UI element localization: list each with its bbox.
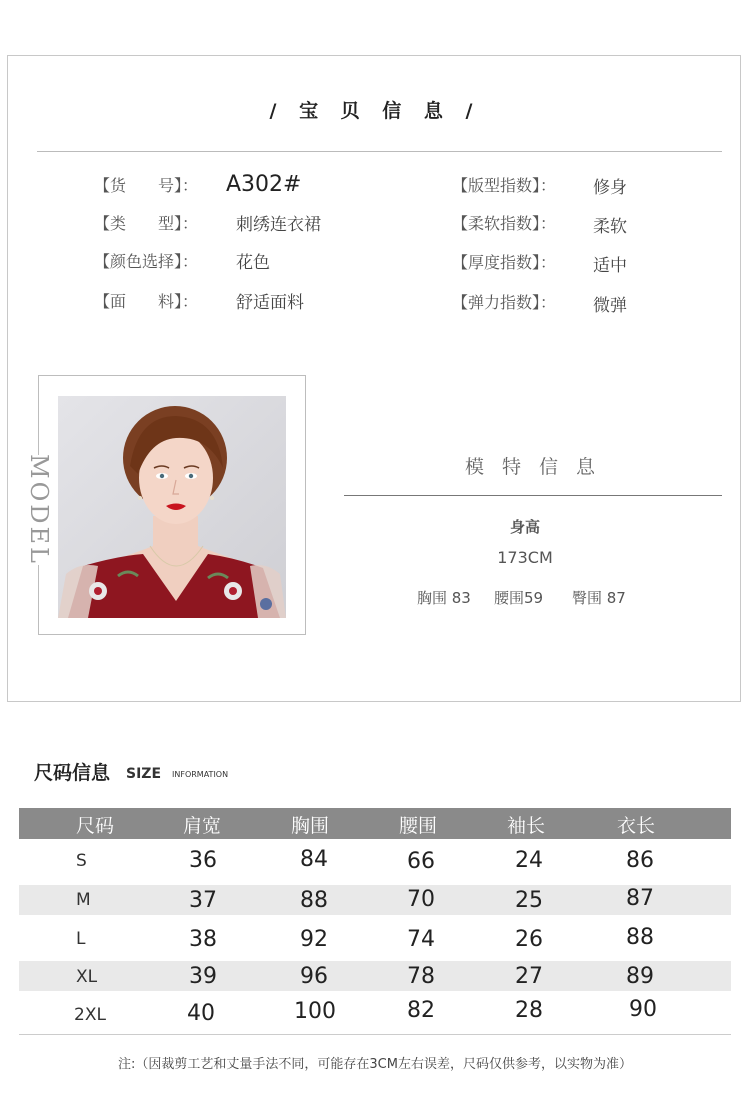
label-softness-index: 【柔软指数】：	[452, 214, 557, 233]
col-header-length: 衣长	[617, 815, 656, 837]
model-photo	[58, 396, 286, 618]
table-cell: 39	[189, 964, 217, 989]
table-cell: 27	[515, 964, 543, 989]
col-header-waist: 腰围	[399, 815, 438, 837]
table-cell: 90	[629, 997, 657, 1022]
table-cell: 96	[300, 964, 328, 989]
table-cell-size: XL	[76, 967, 98, 987]
table-cell: 40	[187, 1001, 215, 1026]
table-cell-size: 2XL	[74, 1005, 106, 1025]
value-fit-index: 修身	[593, 178, 627, 198]
model-hip: 臀围 87	[572, 589, 626, 607]
value-elasticity-index: 微弹	[593, 296, 627, 316]
table-cell: 36	[189, 848, 217, 873]
model-waist: 腰围59	[494, 589, 544, 607]
value-color: 花色	[236, 253, 270, 273]
table-cell: 87	[626, 886, 654, 911]
label-item-no: 【货 号】：	[94, 176, 199, 195]
table-cell-size: S	[76, 851, 87, 871]
value-softness-index: 柔软	[593, 217, 627, 237]
table-cell: 26	[515, 927, 543, 952]
col-header-sleeve: 袖长	[507, 815, 546, 837]
table-cell: 70	[407, 887, 435, 912]
table-cell: 89	[626, 964, 654, 989]
table-cell-size: M	[76, 890, 91, 910]
size-note: 注:（因裁剪工艺和丈量手法不同，可能存在3CM左右误差，尺码仅供参考，以实物为准）	[118, 1057, 632, 1072]
size-section-title: 尺码信息	[34, 762, 111, 784]
table-row-stripe	[19, 961, 731, 991]
size-section-title-en: SIZE	[126, 766, 162, 782]
table-cell: 100	[294, 999, 336, 1024]
label-fit-index: 【版型指数】：	[452, 176, 557, 195]
table-cell: 86	[626, 848, 654, 873]
size-section-subtitle-en: INFORMATION	[172, 770, 229, 779]
table-cell: 82	[407, 998, 435, 1023]
table-cell: 38	[189, 927, 217, 952]
table-cell: 88	[300, 888, 328, 913]
table-cell: 28	[515, 998, 543, 1023]
table-cell: 25	[515, 888, 543, 913]
col-header-shoulder: 肩宽	[183, 815, 222, 837]
panel-title: / 宝 贝 信 息 /	[269, 100, 481, 122]
value-type: 刺绣连衣裙	[236, 215, 321, 235]
model-side-text: MODEL	[25, 454, 53, 566]
table-cell: 92	[300, 927, 328, 952]
model-height-label: 身高	[509, 518, 540, 536]
model-info-divider	[344, 495, 722, 496]
col-header-bust: 胸围	[291, 815, 330, 837]
title-divider	[37, 151, 722, 152]
model-info-title: 模 特 信 息	[464, 456, 602, 478]
table-cell: 88	[626, 925, 654, 950]
label-thickness-index: 【厚度指数】：	[452, 253, 557, 272]
value-fabric: 舒适面料	[236, 293, 304, 313]
table-cell: 37	[189, 888, 217, 913]
model-bust: 胸围 83	[417, 589, 471, 607]
table-cell: 66	[407, 849, 435, 874]
table-cell-size: L	[76, 929, 86, 949]
model-side-label	[24, 455, 54, 565]
model-portrait-illustration	[58, 396, 286, 618]
label-elasticity-index: 【弹力指数】：	[452, 293, 557, 312]
model-height-value: 173CM	[497, 548, 553, 567]
table-row-stripe	[19, 885, 731, 915]
table-cell: 84	[300, 847, 328, 872]
value-item-no: A302#	[226, 172, 302, 197]
label-type: 【类 型】：	[94, 214, 199, 233]
value-thickness-index: 适中	[593, 256, 627, 276]
table-bottom-divider	[19, 1034, 731, 1035]
col-header-size: 尺码	[76, 815, 115, 837]
table-cell: 24	[515, 848, 543, 873]
table-cell: 74	[407, 927, 435, 952]
table-cell: 78	[407, 964, 435, 989]
label-fabric: 【面 料】：	[94, 292, 199, 311]
label-color: 【颜色选择】：	[94, 252, 199, 271]
